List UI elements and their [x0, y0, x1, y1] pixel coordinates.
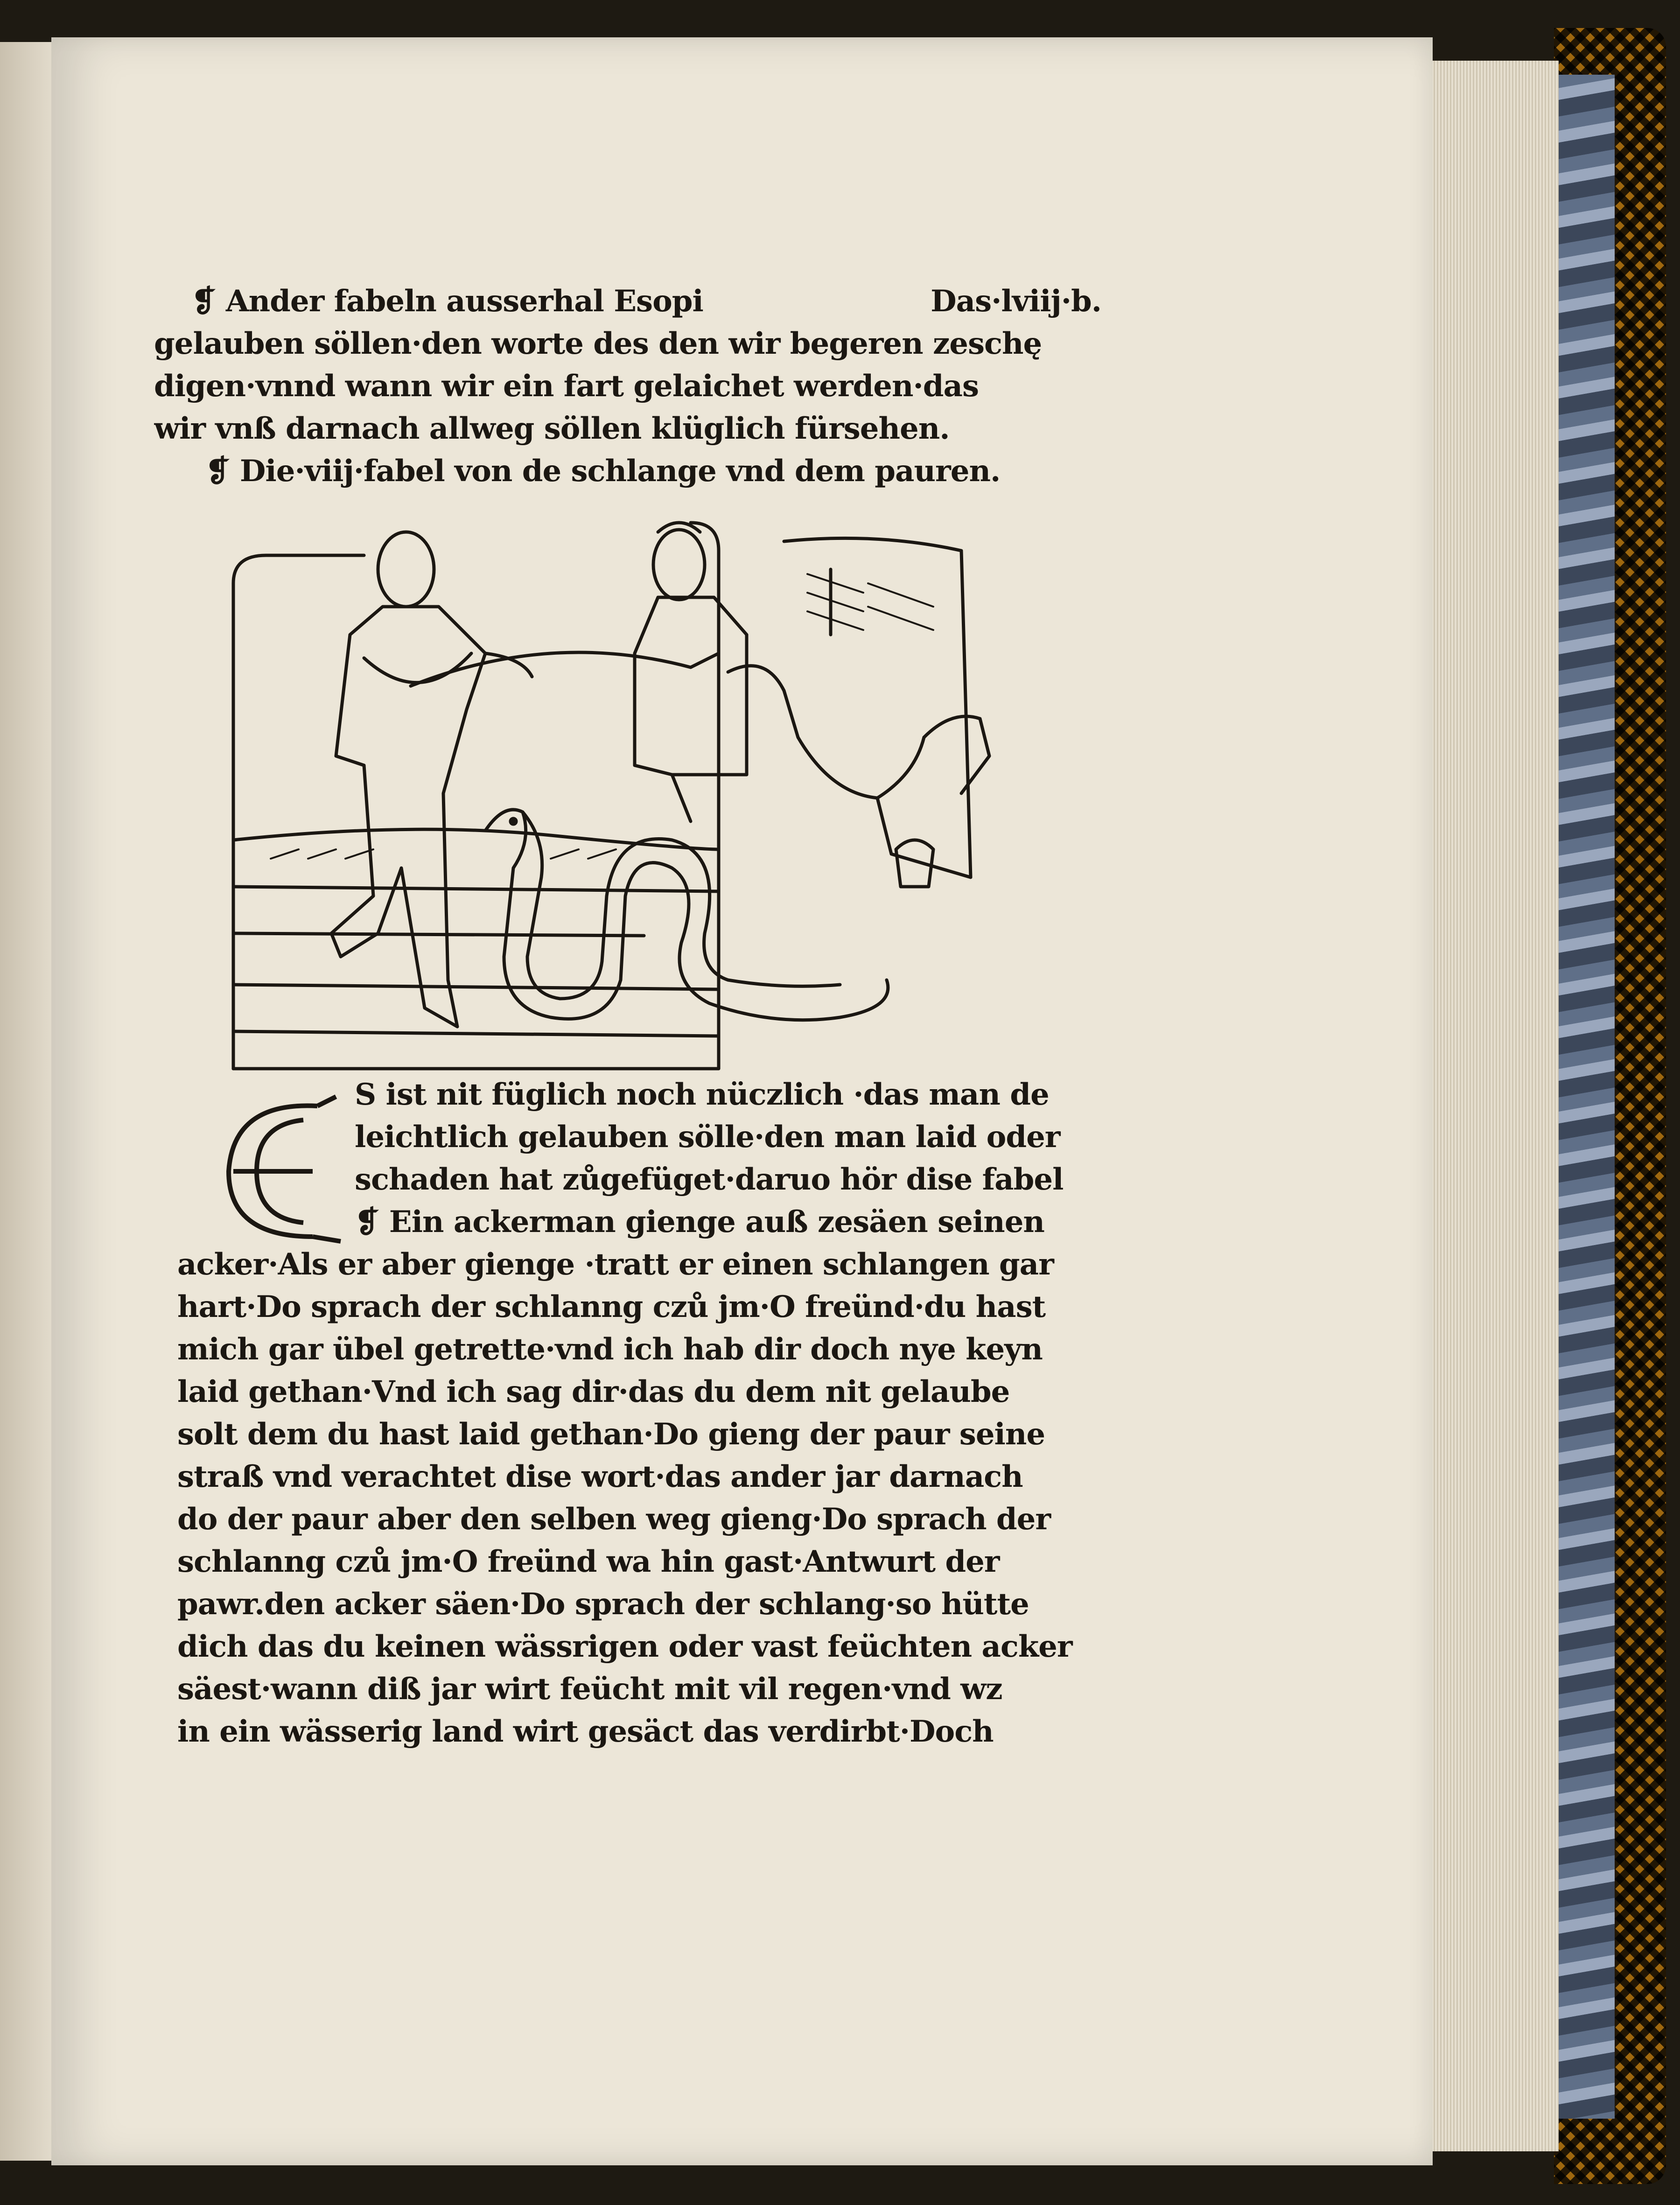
text-line: solt dem du hast laid gethan·Do gieng der paur seine [177, 1417, 1045, 1452]
text-line: hart·Do sprach der schlanng czů jm·O freünd·du hast [177, 1289, 1046, 1324]
text-line: acker·Als er aber gienge ·tratt er einen schlangen gar [177, 1247, 1054, 1282]
text-line: dich das du keinen wässrigen oder vast feüchten acker [177, 1629, 1072, 1664]
text-line: S ist nit füglich noch nüczlich ·das man de [355, 1077, 1049, 1112]
left-page-edge [0, 42, 56, 2161]
woodcut-illustration [224, 513, 1008, 1078]
decorated-initial [205, 1092, 345, 1246]
marbled-endpaper [1554, 75, 1615, 2119]
text-line: in ein wässerig land wirt gesäct das verdirbt·Doch [177, 1714, 994, 1749]
text-line: digen·vnnd wann wir ein fart gelaichet werden·das [154, 369, 979, 404]
text-line: straß vnd verachtet dise wort·das ander jar darnach [177, 1459, 1023, 1494]
text-line: mich gar übel getrette·vnd ich hab dir doch nye keyn [177, 1332, 1043, 1367]
page-edges [1419, 61, 1559, 2151]
text-line: do der paur aber den selben weg gieng·Do sprach der [177, 1502, 1051, 1537]
text-line: säest·wann diß jar wirt feücht mit vil regen·vnd wz [177, 1672, 1002, 1707]
text-line: gelauben söllen·den worte des den wir begeren zeschę [154, 326, 1042, 361]
text-line: schlanng czů jm·O freünd wa hin gast·Antwurt der [177, 1544, 1000, 1579]
body-text [177, 1073, 1101, 1753]
text-line: schaden hat zůgefüget·daruo hör dise fabel [355, 1162, 1064, 1197]
text-line: ❡ Ein ackerman gienge auß zesäen seinen [355, 1204, 1044, 1239]
header-title: ❡ Ander fabeln ausserhal Esopi [191, 284, 703, 319]
fable-heading: ❡ Die·viij·fabel von de schlange vnd dem pauren. [205, 454, 1001, 489]
initial-letter: E [264, 1168, 278, 1190]
running-header [154, 280, 1101, 322]
text-line: leichtlich gelauben sölle·den man laid oder [355, 1120, 1060, 1155]
text-line: pawr.den acker säen·Do sprach der schlang·so hütte [177, 1587, 1029, 1622]
text-line: wir vnß darnach allweg söllen klüglich fürsehen. [154, 411, 950, 446]
text-line: laid gethan·Vnd ich sag dir·das du dem nit gelaube [177, 1374, 1010, 1409]
top-text [154, 280, 1101, 492]
folio-number: Das·lviij·b. [931, 284, 1101, 319]
